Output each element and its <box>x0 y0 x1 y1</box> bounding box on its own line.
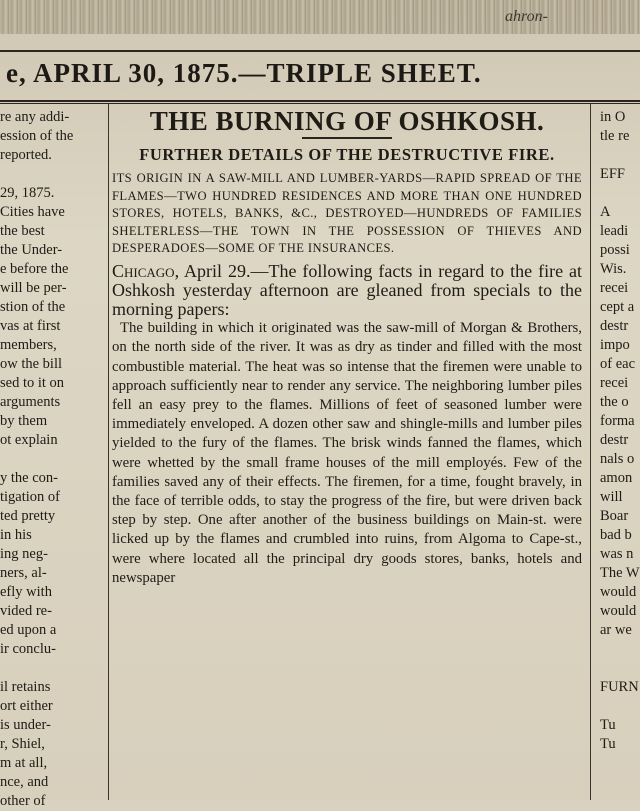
article-subhead: FURTHER DETAILS OF THE DESTRUCTIVE FIRE. <box>139 145 555 164</box>
column-line: Tu <box>600 717 616 733</box>
column-line: leadi <box>600 223 629 239</box>
column-rule-right <box>590 104 591 800</box>
column-line: ir conclu- <box>0 641 56 657</box>
column-line: y the con- <box>0 470 58 486</box>
deck-text: ITS ORIGIN IN A SAW-MILL AND LUMBER-YARDS—RAPID SPREAD OF THE FLAMES—TWO HUNDRED RESIDENCES AND MORE THAN ONE HUNDRED STORES, HOTELS, BANKS, &C., DESTROYED—HUNDREDS OF FAMILIES SHELTERLESS—THE TOWN IN THE POSSESSION OF THIEVES AND DESPERADOES—SOME OF THE INSURANCES. <box>112 171 582 255</box>
column-line: r, Shiel, <box>0 736 45 752</box>
column-line: ort either <box>0 698 53 714</box>
column-line: stion of the <box>0 299 66 315</box>
column-line <box>600 659 640 678</box>
column-line: was n <box>600 546 634 562</box>
column-line <box>600 640 640 659</box>
column-line: the best <box>0 223 45 239</box>
column-line: the Under- <box>0 242 63 258</box>
right-column-lines <box>600 108 640 754</box>
column-line: is under- <box>0 717 51 733</box>
right-column <box>600 108 640 754</box>
column-line: The W <box>600 565 640 581</box>
column-line: ar we <box>600 622 632 638</box>
column-line: tigation of <box>0 489 61 505</box>
column-line <box>0 450 104 469</box>
column-line: ed upon a <box>0 622 57 638</box>
column-line: re any addi- <box>0 109 70 125</box>
left-column-lines <box>0 108 104 811</box>
column-line: ing neg- <box>0 546 48 562</box>
column-line: destr <box>600 432 629 448</box>
column-line: in O <box>600 109 626 125</box>
column-line: ow the bill <box>0 356 63 372</box>
column-line: will be per- <box>0 280 67 296</box>
column-line: members, <box>0 337 57 353</box>
column-line: EFF <box>600 166 625 182</box>
column-line: will <box>600 489 623 505</box>
column-line <box>600 697 640 716</box>
column-line: cept a <box>600 299 635 315</box>
column-line: m at all, <box>0 755 48 771</box>
masthead-engraving <box>0 0 640 34</box>
column-line: Wis. <box>600 261 627 277</box>
column-line: possi <box>600 242 630 258</box>
headline-rule <box>302 137 392 139</box>
article-column <box>112 108 582 588</box>
article-headline: THE BURNING OF OSHKOSH. <box>149 108 545 136</box>
column-line: 29, 1875. <box>0 185 55 201</box>
column-line: Cities have <box>0 204 65 220</box>
column-line: other of <box>0 793 46 809</box>
column-line: ot explain <box>0 432 58 448</box>
column-line: arguments <box>0 394 61 410</box>
column-line: ted pretty <box>0 508 56 524</box>
column-line: FURN <box>600 679 639 695</box>
body-paragraph: The building in which it originated was the saw-mill of Morgan & Brothers, on the north side of the river. It was as dry as tinder and filled with the most combustible material. The heat was so intense that the firemen were unable to approach sufficiently near to render any service. The neighboring lumber piles fell an easy prey to the flames. Millions of feet of seasoned lumber were immediately enveloped. A dozen other saw and shingle-mills and lumber piles yielded to the fury of the flames. The brisk winds fanned the flames, which were whetted by the small frame houses of the mill employés. Few of the families saved any of their effects. The firemen, for a time, fought bravely, in the face of terrible odds, to stay the progress of the fire, but were driven back step by step. One after another of the business buildings on Main-st. were licked up by the flames and crumbled into ruins, from Algoma to Cape-st., were where located all the principal dry goods stores, banks, hotels and newspaper <box>112 320 582 586</box>
column-line: tle re <box>600 128 630 144</box>
column-line: recei <box>600 280 629 296</box>
column-line: sed to it on <box>0 375 65 391</box>
column-line: reported. <box>0 147 52 163</box>
column-line: recei <box>600 375 629 391</box>
column-line: forma <box>600 413 635 429</box>
column-line: vas at first <box>0 318 61 334</box>
column-line: would <box>600 584 637 600</box>
column-line: efly with <box>0 584 52 600</box>
masthead-rule-top <box>0 50 640 52</box>
left-column <box>0 108 104 811</box>
column-line: destr <box>600 318 629 334</box>
masthead-fragment: ahron- <box>505 8 548 25</box>
column-line: Tu <box>600 736 616 752</box>
column-line: ession of the <box>0 128 74 144</box>
column-line: impo <box>600 337 630 353</box>
column-line: e before the <box>0 261 69 277</box>
column-line: vided re- <box>0 603 52 619</box>
lead-rest: , April 29.—The following facts in regard to the fire at Oshkosh yesterday afternoon are gleaned from specials to the morning papers: <box>112 260 582 319</box>
column-line: of eac <box>600 356 636 372</box>
dateline-rule <box>0 100 640 102</box>
dateline-text: e, APRIL 30, 1875.—TRIPLE SHEET. <box>6 58 482 88</box>
column-line: the o <box>600 394 629 410</box>
lead-place: Chicago <box>112 260 175 281</box>
column-line: nce, and <box>0 774 49 790</box>
column-line: A <box>600 204 611 220</box>
article-body <box>112 262 582 588</box>
dateline-rule-thin <box>0 103 640 104</box>
column-line: would <box>600 603 637 619</box>
lead-paragraph <box>112 262 582 320</box>
column-line: nals o <box>600 451 635 467</box>
column-line: amon <box>600 470 633 486</box>
dateline <box>0 56 640 96</box>
column-line: il retains <box>0 679 51 695</box>
column-line: by them <box>0 413 48 429</box>
column-line: Boar <box>600 508 629 524</box>
column-line <box>600 184 640 203</box>
column-line: ners, al- <box>0 565 47 581</box>
column-rule-left <box>108 104 109 800</box>
column-line: bad b <box>600 527 632 543</box>
column-line <box>600 146 640 165</box>
article-deck <box>112 170 582 258</box>
column-line <box>0 659 104 678</box>
column-line: in his <box>0 527 32 543</box>
column-line <box>0 165 104 184</box>
